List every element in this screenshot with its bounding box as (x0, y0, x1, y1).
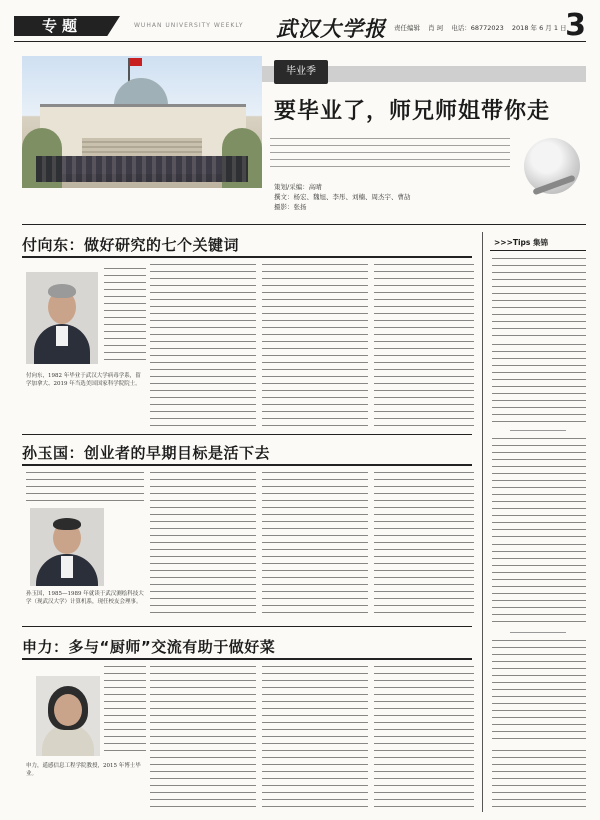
article-text (26, 472, 144, 502)
divider (22, 658, 472, 660)
sidebar-text (492, 438, 586, 538)
divider (22, 224, 586, 225)
campus-photo (22, 56, 262, 188)
article-title: 付向东：做好研究的七个关键词 (22, 236, 240, 254)
article-title: 申力：多与“厨师”交流有助于做好菜 (22, 638, 276, 656)
article-text (150, 472, 256, 618)
article-text (262, 472, 368, 618)
sidebar-text (492, 344, 586, 424)
issue-date: 2018 年 6 月 1 日 (511, 24, 567, 32)
divider (490, 250, 586, 251)
article-text (374, 472, 474, 618)
article-text (104, 268, 146, 364)
sidebar-text (492, 750, 586, 810)
photo-caption: 孙玉国，1985—1989 年就读于武汉测绘科技大学（现武汉大学）计算机系，现任校友会理事。 (26, 591, 144, 605)
divider (510, 632, 566, 633)
article-text (150, 264, 256, 426)
photo-caption: 申力，遥感信息工程学院教授，2015 年博士毕业。 (26, 763, 141, 777)
sidebar-text (492, 544, 586, 624)
photo-caption: 付向东，1982 年毕业于武汉大学病毒学系，留学加拿大、2019 年当选美国国家科学院院士。 (26, 373, 141, 387)
divider (22, 434, 472, 435)
hero-lead-text (270, 138, 510, 172)
article-text (374, 264, 474, 426)
article-text (150, 666, 256, 810)
sidebar-text (492, 258, 586, 338)
hero-tag: 毕业季 (274, 60, 328, 84)
masthead (14, 10, 586, 42)
credit-line: 撰文：杨宏、魏旭、李彤、刘楠、周杰宇、曹劼 (274, 193, 411, 201)
sidebar-text (492, 640, 586, 744)
credit-line: 摄影：张扬 (274, 203, 307, 211)
hero-credits (274, 182, 411, 212)
paper-logo: 武汉大学报 (276, 16, 386, 41)
article-title: 孙玉国：创业者的早期目标是活下去 (22, 444, 271, 462)
column-divider (482, 232, 483, 812)
issue-meta (394, 23, 573, 32)
paper-english-name: WUHAN UNIVERSITY WEEKLY (134, 22, 244, 29)
article-text (104, 666, 146, 756)
divider (22, 626, 472, 627)
section-label: 专题 (42, 17, 83, 35)
divider (22, 464, 472, 466)
article-text (374, 666, 474, 810)
lightbulb-sketch (524, 138, 580, 194)
portrait-photo (36, 676, 100, 756)
article-text (262, 666, 368, 810)
portrait-photo (30, 508, 104, 586)
sidebar-heading: >>>Tips 集锦 (494, 238, 548, 247)
credit-line: 策划/采编：高晴 (274, 183, 322, 191)
hero-title: 要毕业了，师兄师姐带你走 (274, 99, 551, 124)
divider (510, 430, 566, 431)
divider (22, 256, 472, 258)
editor-name: 肖 珂 (428, 24, 444, 32)
portrait-photo (26, 272, 98, 364)
editor-phone: 电话：68772023 (451, 24, 504, 32)
editor-label: 责任编辑 (394, 24, 420, 32)
page-number: 3 (565, 8, 586, 43)
article-text (262, 264, 368, 426)
